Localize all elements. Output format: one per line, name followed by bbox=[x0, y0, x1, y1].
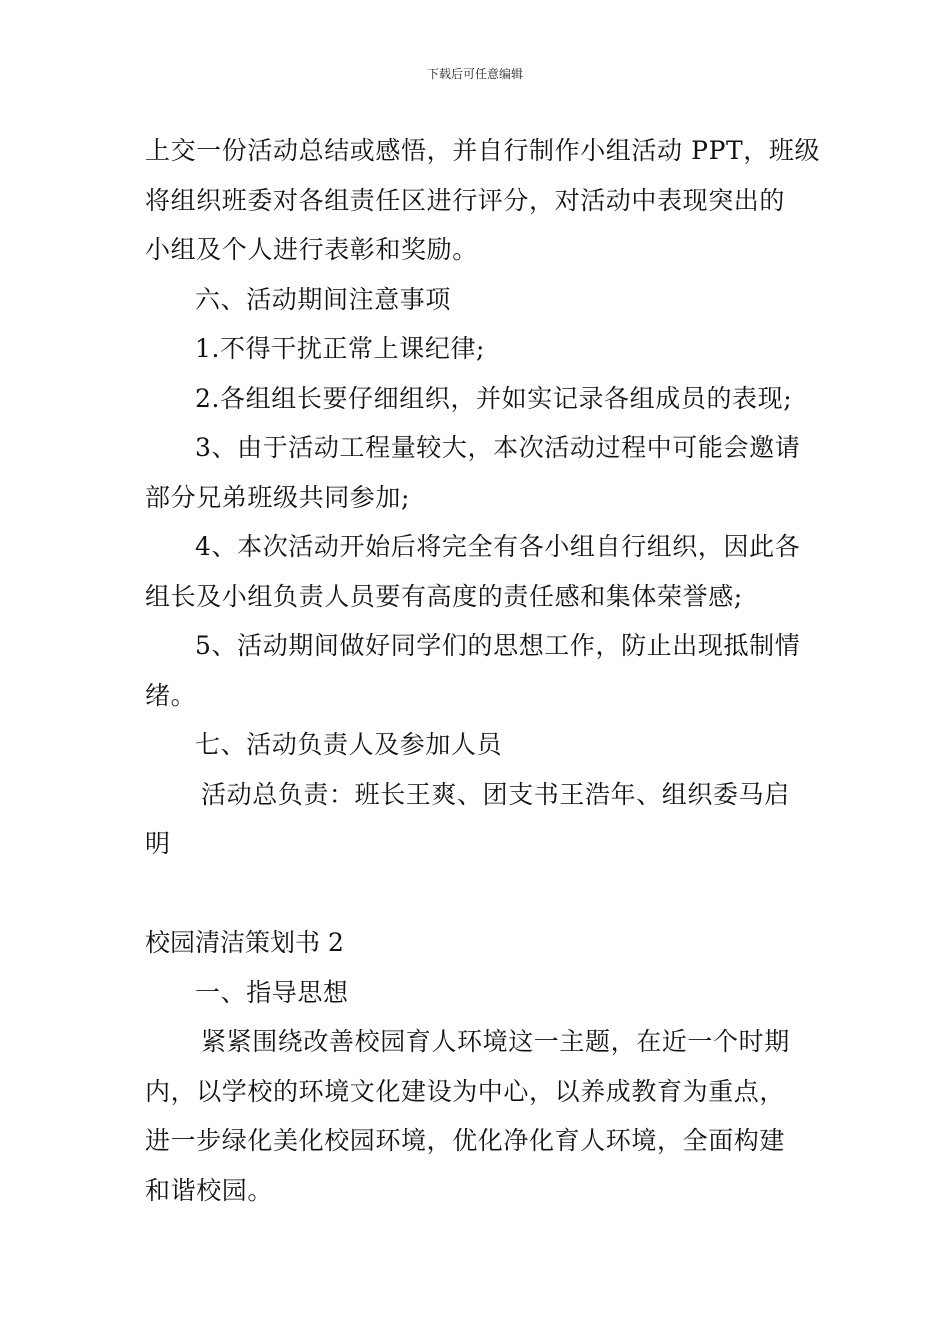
list-item-2: 2.各组组长要仔细组织，并如实记录各组成员的表现; bbox=[195, 383, 793, 413]
paragraph-line: 上交一份活动总结或感悟，并自行制作小组活动 PPT，班级 bbox=[145, 136, 821, 165]
document-body bbox=[145, 126, 821, 1215]
list-item-3-continued: 部分兄弟班级共同参加; bbox=[145, 482, 411, 512]
paragraph-line: 进一步绿化美化校园环境，优化净化育人环境，全面构建 bbox=[145, 1126, 786, 1155]
section-heading-one: 一、指导思想 bbox=[195, 977, 349, 1007]
section-heading-seven: 七、活动负责人及参加人员 bbox=[195, 730, 503, 759]
list-item-4-continued: 组长及小组负责人员要有高度的责任感和集体荣誉感; bbox=[145, 581, 743, 611]
responsible-persons-continued: 明 bbox=[145, 829, 171, 858]
paragraph-line: 和谐校园。 bbox=[145, 1175, 274, 1205]
paragraph-line: 将组织班委对各组责任区进行评分，对活动中表现突出的 bbox=[145, 185, 786, 215]
paragraph-line: 内，以学校的环境文化建设为中心，以养成教育为重点， bbox=[145, 1076, 786, 1106]
paragraph-line: 紧紧围绕改善校园育人环境这一主题，在近一个时期 bbox=[201, 1027, 790, 1056]
section-title: 校园清洁策划书 2 bbox=[145, 928, 344, 957]
list-item-5: 5、活动期间做好同学们的思想工作，防止出现抵制情 bbox=[195, 631, 801, 660]
section-heading-six: 六、活动期间注意事项 bbox=[195, 284, 452, 314]
responsible-persons: 活动总负责：班长王爽、团支书王浩年、组织委马启 bbox=[201, 779, 790, 809]
list-item-4: 4、本次活动开始后将完全有各小组自行组织，因此各 bbox=[195, 532, 801, 561]
paragraph-line: 小组及个人进行表彰和奖励。 bbox=[145, 235, 478, 264]
list-item-5-continued: 绪。 bbox=[145, 680, 197, 710]
list-item-1: 1.不得干扰正常上课纪律; bbox=[195, 334, 486, 363]
page-header-note: 下载后可任意编辑 bbox=[426, 67, 523, 81]
list-item-3: 3、由于活动工程量较大，本次活动过程中可能会邀请 bbox=[195, 433, 801, 462]
blank-line bbox=[145, 869, 807, 919]
